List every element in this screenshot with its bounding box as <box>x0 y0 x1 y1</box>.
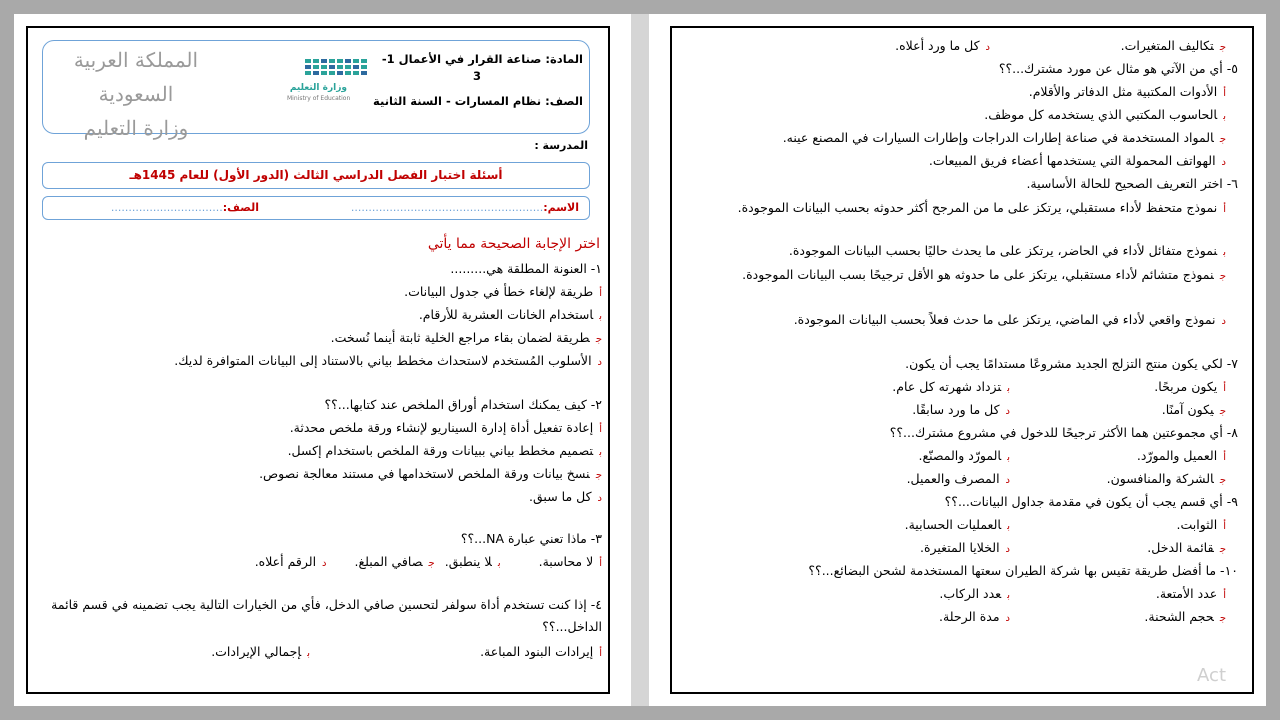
q3-option-c[interactable]: جصافي المبلغ. <box>354 554 435 569</box>
q7-option-b[interactable]: بتزداد شهرته كل عام. <box>892 379 1010 394</box>
q1-option-b[interactable]: باستخدام الخانات العشرية للأرقام. <box>418 307 602 322</box>
q1-option-a[interactable]: أطريقة لإلغاء خطأ في جدول البيانات. <box>404 284 602 299</box>
exam-header <box>42 40 590 140</box>
letter-c: ج <box>595 334 602 345</box>
question-2-stem: ٢- كيف يمكنك استخدام أوراق الملخص عند كتابها...؟؟ <box>324 397 602 412</box>
q2-option-a[interactable]: أإعادة تفعيل أداة إدارة السيناريو لإنشاء ورقة ملخص محدثة. <box>289 420 602 435</box>
q1-option-c[interactable]: جطريقة لضمان بقاء مراجع الخلية ثابتة أينما نُسخت. <box>330 330 602 345</box>
q5-option-c[interactable]: جالمواد المستخدمة في صناعة إطارات الدراجات وإطارات السيارات في المصنع عينه. <box>782 130 1226 145</box>
q7-option-c[interactable]: جيكون آمنًا. <box>1161 402 1226 417</box>
q10-option-b[interactable]: بعدد الركاب. <box>939 586 1010 601</box>
q6-option-c[interactable]: جنموذج متشائم لأداء مستقبلي، يرتكز على ما حدوثه هو الأقل ترجيحًا بسب البيانات الموجودة. <box>742 267 1226 282</box>
letter-d: د <box>597 357 602 368</box>
q1-option-d[interactable]: دالأسلوب المُستخدم لاستحداث مخطط بياني بالاستناد إلى البيانات المتوافرة لديك. <box>174 353 602 368</box>
q2-option-b[interactable]: بتصميم مخطط بياني ببيانات ورقة الملخص باستخدام إكسل. <box>287 443 602 458</box>
q4-option-a[interactable]: أإيرادات البنود المباعة. <box>480 644 602 659</box>
q5-option-b[interactable]: بالحاسوب المكتبي الذي يستخدمه كل موظف. <box>984 107 1226 122</box>
q4-option-b[interactable]: بإجمالي الإيرادات. <box>211 644 310 659</box>
q2-option-d[interactable]: دكل ما سبق. <box>529 489 602 504</box>
activation-watermark: Act <box>1197 665 1226 686</box>
q8-option-c[interactable]: جالشركة والمنافسون. <box>1106 471 1226 486</box>
q2-option-c[interactable]: جنسخ بيانات ورقة الملخص لاستخدامها في مستند معالجة نصوص. <box>259 466 602 481</box>
instruction: اختر الإجابة الصحيحة مما يأتي <box>427 236 600 252</box>
letter-a: أ <box>599 288 602 299</box>
q9-option-a[interactable]: أالثوابت. <box>1176 517 1226 532</box>
question-8-stem: ٨- أي مجموعتين هما الأكثر ترجيحًا للدخول في مشروع مشترك...؟؟ <box>889 425 1238 440</box>
q8-option-a[interactable]: أالعميل والمورّد. <box>1136 448 1226 463</box>
question-3-stem: ٣- ماذا تعني عبارة NA...؟؟ <box>460 531 602 546</box>
question-4-stem: ٤- إذا كنت تستخدم أداة سولفر لتحسين صافي الدخل، فأي من الخيارات التالية يجب تضمينه في قسم قائمة الداخل...؟؟ <box>51 597 602 634</box>
ministry-calligraphy <box>51 43 221 140</box>
q6-option-d[interactable]: دنموذج واقعي لأداء في الماضي، يرتكز على ما حدث فعلاً بحسب البيانات الموجودة. <box>793 312 1226 327</box>
q9-option-c[interactable]: جقائمة الدخل. <box>1147 540 1226 555</box>
q3-options-row <box>255 554 602 569</box>
class-field[interactable]: ................................ <box>110 201 223 214</box>
q10-option-d[interactable]: دمدة الرحلة. <box>939 609 1010 624</box>
q9-option-d[interactable]: دالخلايا المتغيرة. <box>919 540 1010 555</box>
q7-option-a[interactable]: أيكون مربحًا. <box>1154 379 1226 394</box>
letter-b: ب <box>599 311 602 322</box>
letter-c: ج <box>595 470 602 481</box>
school-label: المدرسة : <box>534 139 588 152</box>
q4-option-c[interactable]: جتكاليف المتغيرات. <box>1120 38 1226 53</box>
name-class-row <box>42 196 590 220</box>
question-1-stem: ١- العنونة المطلقة هي......... <box>450 261 602 276</box>
q8-option-b[interactable]: بالمورّد والمصنّع. <box>918 448 1010 463</box>
q7-option-d[interactable]: دكل ما ورد سابقًا. <box>912 402 1010 417</box>
name-field[interactable]: ....................................................... <box>350 201 544 214</box>
question-9-stem: ٩- أي قسم يجب أن يكون في مقدمة جداول البيانات...؟؟ <box>944 494 1238 509</box>
q4-option-d[interactable]: دكل ما ورد أعلاه. <box>895 38 990 53</box>
logo-english-text: Ministry of Education <box>287 95 351 102</box>
ministry-line-2: وزارة التعليم <box>83 116 189 140</box>
question-6-stem: ٦- اختر التعريف الصحيح للحالة الأساسية. <box>1026 176 1238 191</box>
q5-option-a[interactable]: أالأدوات المكتبية مثل الدفاتر والأقلام. <box>1028 84 1226 99</box>
q6-option-b[interactable]: بنموذج متفائل لأداء في الحاضر، يرتكز على ما يحدث حاليًا بحسب البيانات الموجودة. <box>788 243 1226 258</box>
class-field-label: الصف: <box>222 201 259 214</box>
q5-option-d[interactable]: دالهواتف المحمولة التي يستخدمها أعضاء فريق المبيعات. <box>928 153 1226 168</box>
ministry-line-1: المملكة العربية السعودية <box>73 48 199 106</box>
subject-number: 3 <box>472 69 481 83</box>
letter-b: ب <box>307 648 310 659</box>
letter-b: ب <box>599 447 602 458</box>
q8-option-d[interactable]: دالمصرف والعميل. <box>906 471 1010 486</box>
name-label: الاسم: <box>543 201 579 214</box>
class-label: الصف: نظام المسارات - السنة الثانية <box>373 94 583 108</box>
subject-label: المادة: صناعة القرار في الأعمال 1- <box>381 52 583 66</box>
question-10-stem: ١٠- ما أفضل طريقة تقيس بها شركة الطيران سعتها المستخدمة لشحن البضائع...؟؟ <box>808 563 1238 578</box>
exam-title: أسئلة اختبار الفصل الدراسي الثالث (الدور الأول) للعام 1445هـ <box>42 162 590 189</box>
question-5-stem: ٥- أي من الآتي هو مثال عن مورد مشترك...؟؟ <box>998 61 1238 76</box>
letter-a: أ <box>599 648 602 659</box>
q9-option-b[interactable]: بالعمليات الحسابية. <box>904 517 1010 532</box>
page-gutter <box>622 14 658 706</box>
q10-option-a[interactable]: أعدد الأمتعة. <box>1155 586 1226 601</box>
exam-page-right <box>658 14 1266 706</box>
letter-a: أ <box>599 424 602 435</box>
q3-option-a[interactable]: ألا محاسبة. <box>538 554 602 569</box>
q6-option-a[interactable]: أنموذج متحفظ لأداء مستقبلي، يرتكز على ما من المرجح أكثر حدوثه بحسب البيانات الموجودة. <box>737 200 1226 215</box>
exam-page-left <box>14 14 622 706</box>
logo-arabic-text: وزارة التعليم <box>289 83 347 93</box>
q10-option-c[interactable]: جحجم الشحنة. <box>1144 609 1226 624</box>
letter-d: د <box>597 493 602 504</box>
q3-option-d[interactable]: دالرقم أعلاه. <box>254 554 327 569</box>
question-7-stem: ٧- لكي يكون منتج التزلج الجديد مشروعًا مستدامًا يجب أن يكون. <box>905 356 1238 371</box>
q3-option-b[interactable]: بلا ينطبق. <box>444 554 501 569</box>
